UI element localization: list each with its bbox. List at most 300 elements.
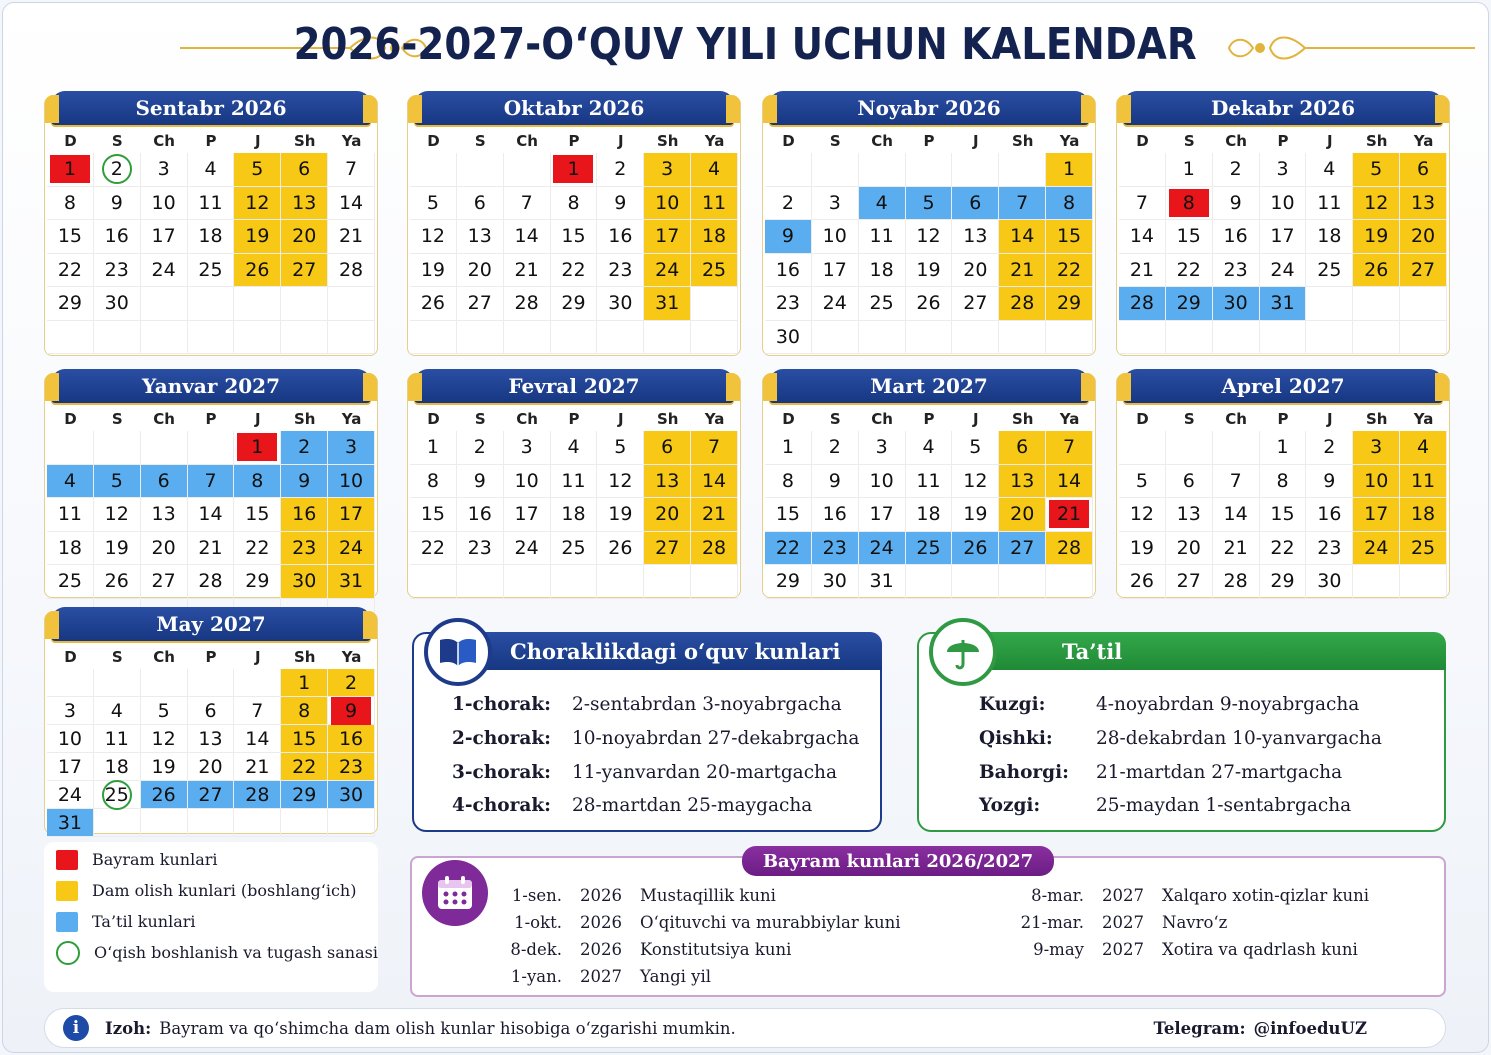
weekday-label: S <box>474 132 486 150</box>
day-cell <box>1260 187 1307 221</box>
day-cell <box>1353 187 1400 221</box>
empty-cell <box>906 153 953 187</box>
empty-cell <box>597 565 644 599</box>
weekday-label: Sh <box>1011 410 1034 428</box>
day-number: 20 <box>1010 503 1035 526</box>
day-cell <box>1353 220 1400 254</box>
day-number: 14 <box>1223 503 1248 526</box>
month-grid <box>410 129 738 354</box>
weekday-label: J <box>973 132 979 150</box>
day-number: 26 <box>104 570 129 593</box>
day-number: 24 <box>822 292 847 315</box>
day-number: 9 <box>1323 469 1336 492</box>
day-number: 27 <box>655 536 680 559</box>
day-number: 21 <box>245 755 270 778</box>
quarter-key: 4-chorak: <box>452 795 551 816</box>
day-cell <box>644 254 691 288</box>
day-cell <box>1260 153 1307 187</box>
day-cell <box>47 498 94 532</box>
weekday-label: D <box>1136 132 1149 150</box>
empty-cell <box>94 809 141 837</box>
day-cell <box>1260 220 1307 254</box>
day-cell <box>1166 153 1213 187</box>
day-number: 23 <box>1317 536 1342 559</box>
day-cell <box>1400 465 1447 499</box>
day-number: 10 <box>1270 191 1295 214</box>
day-number: 11 <box>916 469 941 492</box>
day-cell <box>691 153 738 187</box>
day-cell <box>952 187 999 221</box>
month-title: Oktabr 2026 <box>414 91 734 125</box>
empty-cell <box>141 431 188 465</box>
day-cell <box>328 565 375 599</box>
day-cell <box>281 254 328 288</box>
day-cell <box>906 254 953 288</box>
day-cell <box>952 220 999 254</box>
weekday-label: D <box>1136 410 1149 428</box>
day-number: 23 <box>775 292 801 315</box>
vacation-value: 28-dekabrdan 10-yanvargacha <box>1096 728 1382 749</box>
day-cell <box>1046 287 1093 321</box>
day-cell <box>188 532 235 566</box>
day-cell <box>1306 220 1353 254</box>
day-cell <box>952 431 999 465</box>
empty-cell <box>906 321 953 355</box>
empty-cell <box>234 287 281 321</box>
day-number: 1 <box>553 155 593 183</box>
month-title: Yanvar 2027 <box>51 369 371 403</box>
month-grid <box>1119 129 1447 354</box>
day-cell <box>234 565 281 599</box>
day-cell <box>410 254 457 288</box>
day-number: 23 <box>467 536 492 559</box>
day-cell <box>141 498 188 532</box>
day-number: 9 <box>298 469 311 492</box>
weekday-label: D <box>782 132 795 150</box>
day-number: 26 <box>963 536 988 559</box>
day-cell <box>999 220 1046 254</box>
empty-cell <box>94 669 141 697</box>
day-cell <box>906 220 953 254</box>
day-cell <box>1400 254 1447 288</box>
day-cell <box>1119 532 1166 566</box>
empty-cell <box>952 153 999 187</box>
day-cell <box>1166 532 1213 566</box>
vacation-row-3 <box>979 762 1342 783</box>
empty-cell <box>1260 321 1307 355</box>
legend-swatch-ring <box>56 941 80 965</box>
day-cell <box>281 153 328 187</box>
weekday-label: S <box>474 410 486 428</box>
day-cell <box>812 465 859 499</box>
month-card <box>407 374 741 598</box>
day-number: 23 <box>1223 258 1248 281</box>
day-number: 2 <box>473 436 486 459</box>
day-cell <box>94 725 141 753</box>
day-number: 22 <box>775 536 801 559</box>
day-number: 27 <box>1176 570 1201 593</box>
day-number: 11 <box>1410 469 1436 492</box>
weekday-label: Ya <box>1413 410 1434 428</box>
day-cell <box>47 753 94 781</box>
quarter-row-4 <box>452 795 812 816</box>
day-number: 1 <box>237 433 277 461</box>
day-number: 14 <box>1010 225 1035 248</box>
day-cell <box>141 254 188 288</box>
holiday-name: Konstitutsiya kuni <box>640 940 792 959</box>
day-number: 16 <box>338 727 364 750</box>
holiday-date: 8-dek. <box>510 940 562 959</box>
day-number: 6 <box>1417 158 1430 181</box>
quarter-key: 3-chorak: <box>452 762 551 783</box>
weekday-label: Sh <box>656 410 679 428</box>
day-cell <box>1306 465 1353 499</box>
weekday-label: S <box>1183 132 1195 150</box>
weekday-label: D <box>64 648 77 666</box>
empty-cell <box>281 321 328 355</box>
day-number: 19 <box>1129 536 1155 559</box>
day-number: 12 <box>1364 191 1389 214</box>
empty-cell <box>188 431 235 465</box>
day-number: 10 <box>151 191 176 214</box>
day-cell <box>457 465 504 499</box>
day-number: 28 <box>1056 536 1082 559</box>
weekday-label: Sh <box>293 132 316 150</box>
empty-cell <box>281 809 328 837</box>
day-number: 10 <box>655 191 680 214</box>
day-number: 26 <box>916 292 941 315</box>
empty-cell <box>597 321 644 355</box>
holiday-year: 2027 <box>1102 886 1144 905</box>
day-cell <box>47 565 94 599</box>
month-card <box>762 374 1096 598</box>
holiday-row <box>492 913 900 932</box>
weekday-label: P <box>205 648 217 666</box>
weekday-label: Sh <box>293 410 316 428</box>
day-number: 21 <box>1049 500 1089 528</box>
day-number: 30 <box>1317 570 1342 593</box>
day-number: 4 <box>110 699 123 722</box>
day-number: 7 <box>204 469 217 492</box>
day-cell <box>1213 287 1260 321</box>
day-cell <box>234 532 281 566</box>
weekday-label: Ya <box>341 410 362 428</box>
empty-cell <box>234 669 281 697</box>
empty-cell <box>551 321 598 355</box>
day-number: 18 <box>869 258 894 281</box>
holiday-year: 2026 <box>580 913 622 932</box>
note-text: Bayram va qo‘shimcha dam olish kunlar hisobiga o‘zgarishi mumkin. <box>159 1018 736 1038</box>
day-number: 11 <box>701 191 727 214</box>
weekday-label: Ch <box>153 132 175 150</box>
holiday-name: Yangi yil <box>640 967 712 986</box>
day-cell <box>1213 498 1260 532</box>
day-number: 16 <box>1223 225 1248 248</box>
day-number: 23 <box>104 258 129 281</box>
day-cell <box>765 220 812 254</box>
day-number: 20 <box>198 755 223 778</box>
day-number: 4 <box>922 436 935 459</box>
day-number: 17 <box>1364 503 1389 526</box>
day-cell <box>952 254 999 288</box>
empty-cell <box>765 153 812 187</box>
day-cell <box>281 498 328 532</box>
day-number: 5 <box>614 436 627 459</box>
day-cell <box>1306 498 1353 532</box>
day-cell <box>1166 287 1213 321</box>
day-cell <box>859 565 906 599</box>
day-number: 14 <box>338 191 364 214</box>
day-cell <box>141 532 188 566</box>
day-cell <box>504 465 551 499</box>
vacation-key: Bahorgi: <box>979 762 1069 783</box>
day-number: 9 <box>614 191 627 214</box>
day-number: 17 <box>1270 225 1295 248</box>
day-cell <box>457 187 504 221</box>
day-number: 1 <box>1182 158 1195 181</box>
day-cell <box>952 498 999 532</box>
day-number: 16 <box>775 258 801 281</box>
day-cell <box>551 498 598 532</box>
day-number: 22 <box>292 755 317 778</box>
empty-cell <box>188 669 235 697</box>
day-cell <box>691 465 738 499</box>
day-number: 27 <box>198 783 223 806</box>
day-number: 18 <box>561 503 586 526</box>
day-cell <box>504 254 551 288</box>
day-number: 20 <box>1176 536 1201 559</box>
day-cell <box>1213 532 1260 566</box>
day-cell <box>141 753 188 781</box>
empty-cell <box>141 321 188 355</box>
day-number: 8 <box>1063 191 1076 214</box>
day-cell <box>281 669 328 697</box>
day-cell <box>328 254 375 288</box>
day-cell <box>765 498 812 532</box>
day-cell <box>47 254 94 288</box>
day-cell <box>188 153 235 187</box>
empty-cell <box>281 287 328 321</box>
legend-item-vacation <box>44 906 378 937</box>
day-number: 19 <box>1364 225 1389 248</box>
day-cell <box>188 465 235 499</box>
book-icon <box>424 618 492 686</box>
day-number: 28 <box>701 536 727 559</box>
day-cell <box>1119 498 1166 532</box>
day-cell <box>597 532 644 566</box>
day-cell <box>188 753 235 781</box>
day-cell <box>234 465 281 499</box>
day-cell <box>1046 465 1093 499</box>
month-grid <box>410 407 738 599</box>
day-cell <box>765 321 812 355</box>
vacation-value: 21-martdan 27-martgacha <box>1096 762 1343 783</box>
holiday-year: 2027 <box>580 967 622 986</box>
day-number: 30 <box>104 292 129 315</box>
day-cell <box>1166 465 1213 499</box>
day-cell <box>328 153 375 187</box>
weekday-label: J <box>255 648 261 666</box>
day-cell <box>410 498 457 532</box>
day-cell <box>1119 220 1166 254</box>
day-cell <box>1119 465 1166 499</box>
holiday-year: 2027 <box>1102 940 1144 959</box>
legend-swatch-red <box>56 850 78 870</box>
empty-cell <box>94 321 141 355</box>
day-number: 5 <box>969 436 982 459</box>
weekday-label: P <box>923 132 935 150</box>
empty-cell <box>1119 321 1166 355</box>
day-number: 3 <box>520 436 533 459</box>
day-number: 7 <box>345 158 358 181</box>
day-cell <box>597 153 644 187</box>
day-number: 25 <box>916 536 941 559</box>
month-card <box>1116 96 1450 356</box>
day-cell <box>1306 153 1353 187</box>
day-number: 6 <box>298 158 311 181</box>
day-number: 24 <box>869 536 894 559</box>
empty-cell <box>328 287 375 321</box>
day-cell <box>234 781 281 809</box>
day-cell <box>906 431 953 465</box>
empty-cell <box>141 287 188 321</box>
holiday-year: 2026 <box>580 886 622 905</box>
day-cell <box>551 465 598 499</box>
day-cell <box>281 753 328 781</box>
day-number: 4 <box>63 469 76 492</box>
day-number: 4 <box>875 191 888 214</box>
day-number: 9 <box>1229 191 1242 214</box>
month-card <box>44 374 378 598</box>
day-cell <box>141 565 188 599</box>
day-cell <box>1046 532 1093 566</box>
weekday-label: Ch <box>871 132 893 150</box>
day-number: 29 <box>775 570 801 593</box>
day-cell <box>94 753 141 781</box>
day-number: 21 <box>514 258 539 281</box>
day-cell <box>906 287 953 321</box>
empty-cell <box>188 321 235 355</box>
empty-cell <box>234 809 281 837</box>
day-number: 1 <box>781 436 794 459</box>
day-cell <box>812 498 859 532</box>
day-number: 4 <box>1323 158 1336 181</box>
day-number: 6 <box>1016 436 1029 459</box>
day-cell <box>906 498 953 532</box>
empty-cell <box>1353 321 1400 355</box>
day-number: 26 <box>1129 570 1155 593</box>
empty-cell <box>644 565 691 599</box>
day-cell <box>859 187 906 221</box>
day-number: 20 <box>292 225 317 248</box>
day-number: 2 <box>345 671 358 694</box>
day-cell <box>328 431 375 465</box>
day-cell <box>410 220 457 254</box>
day-cell <box>1119 187 1166 221</box>
day-cell <box>597 498 644 532</box>
weekday-label: Ya <box>1059 132 1080 150</box>
day-number: 21 <box>701 503 727 526</box>
day-cell <box>551 287 598 321</box>
day-number: 19 <box>104 536 129 559</box>
day-cell <box>47 153 94 187</box>
empty-cell <box>1400 287 1447 321</box>
empty-cell <box>188 287 235 321</box>
day-number: 1 <box>298 671 311 694</box>
day-number: 3 <box>875 436 888 459</box>
day-number: 16 <box>608 225 633 248</box>
day-number: 8 <box>1169 189 1209 217</box>
day-cell <box>1306 431 1353 465</box>
day-number: 28 <box>1129 292 1155 315</box>
telegram-handle: @infoeduUZ <box>1253 1018 1367 1038</box>
day-cell <box>1260 565 1307 599</box>
day-number: 23 <box>292 536 317 559</box>
empty-cell <box>504 321 551 355</box>
day-number: 17 <box>822 258 847 281</box>
day-cell <box>281 465 328 499</box>
day-number: 8 <box>781 469 794 492</box>
day-number: 6 <box>1182 469 1195 492</box>
footer-note <box>44 1008 1446 1048</box>
day-number: 18 <box>916 503 941 526</box>
day-number: 29 <box>57 292 83 315</box>
day-number: 16 <box>467 503 492 526</box>
weekday-label: Ya <box>1059 410 1080 428</box>
day-number: 2 <box>1229 158 1242 181</box>
day-number: 31 <box>1270 292 1295 315</box>
day-number: 18 <box>104 755 129 778</box>
empty-cell <box>1400 565 1447 599</box>
day-number: 13 <box>1010 469 1035 492</box>
weekday-label: Ch <box>153 410 175 428</box>
day-cell <box>94 498 141 532</box>
day-cell <box>1046 498 1093 532</box>
day-cell <box>1260 287 1307 321</box>
vacation-panel <box>917 632 1446 832</box>
day-cell <box>1166 220 1213 254</box>
weekday-label: J <box>1327 410 1333 428</box>
day-cell <box>281 781 328 809</box>
day-number: 29 <box>1270 570 1295 593</box>
day-cell <box>1400 187 1447 221</box>
day-cell <box>328 781 375 809</box>
day-cell <box>859 254 906 288</box>
day-cell <box>234 220 281 254</box>
day-cell <box>952 465 999 499</box>
weekday-label: Sh <box>1011 132 1034 150</box>
day-number: 16 <box>292 503 317 526</box>
day-cell <box>234 431 281 465</box>
day-number: 21 <box>1223 536 1248 559</box>
day-number: 9 <box>781 225 794 248</box>
day-number: 29 <box>561 292 586 315</box>
quarter-value: 28-martdan 25-maygacha <box>572 795 813 816</box>
day-cell <box>281 220 328 254</box>
day-number: 5 <box>426 191 439 214</box>
day-cell <box>234 697 281 725</box>
vacation-header <box>967 632 1446 670</box>
empty-cell <box>644 321 691 355</box>
day-number: 30 <box>775 325 801 348</box>
empty-cell <box>999 153 1046 187</box>
day-cell <box>1353 498 1400 532</box>
vacation-row-1 <box>979 694 1359 715</box>
day-number: 2 <box>102 154 132 184</box>
empty-cell <box>859 321 906 355</box>
day-cell <box>691 431 738 465</box>
day-number: 14 <box>514 225 539 248</box>
